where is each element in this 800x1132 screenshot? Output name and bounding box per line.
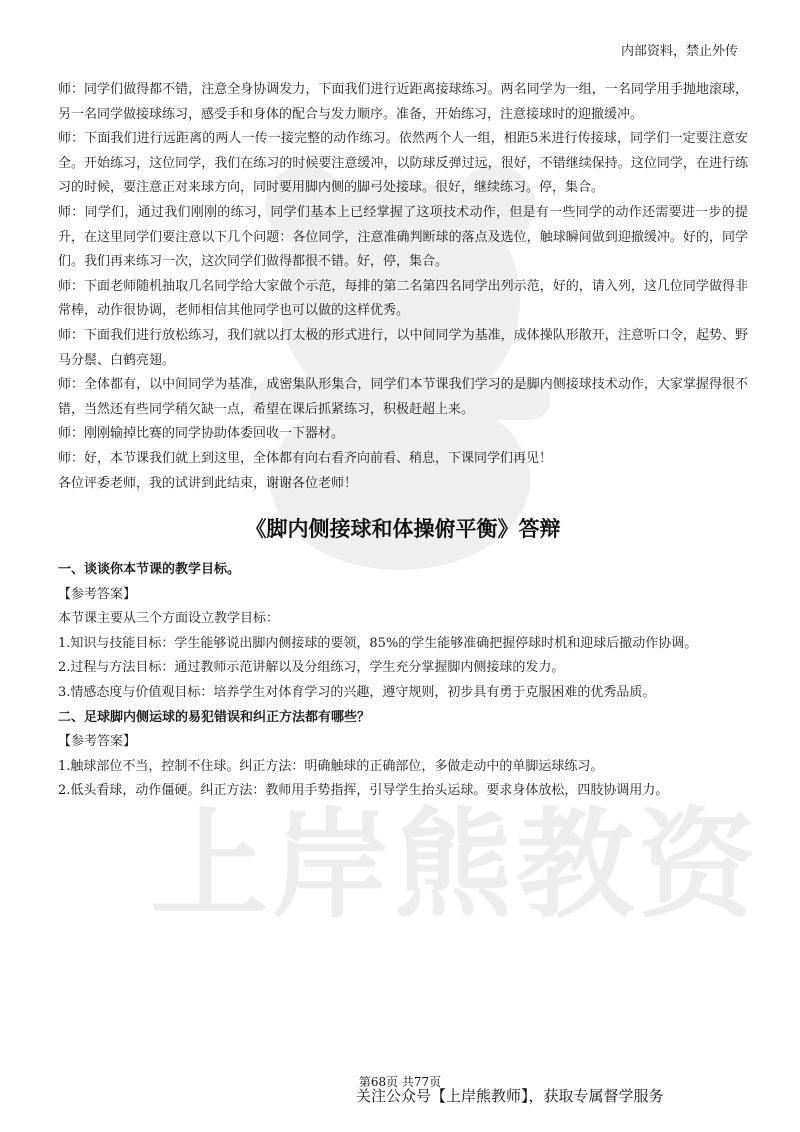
brand-watermark: 上岸熊教资 <box>150 796 761 934</box>
answer-point: 1.触球部位不当，控制不住球。纠正方法：明确触球的正确部位，多做走动中的单脚运球练习。 <box>58 758 604 774</box>
transcript-paragraph: 师：刚刚输掉比赛的同学协助体委回收一下器材。 <box>58 426 345 442</box>
answer-label-2: 【参考答案】 <box>58 734 137 750</box>
question-1: 一、谈谈你本节课的教学目标。 <box>58 562 241 578</box>
answer-point: 3.情感态度与价值观目标：培养学生对体育学习的兴趣，遵守规则，初步具有勇于克服困难的优秀品质。 <box>58 685 656 701</box>
confidential-note: 内部资料，禁止外传 <box>620 44 738 59</box>
answer-point: 2.低头看球，动作僵硬。纠正方法：教师用手势指挥，引导学生抬头运球。要求身体放松，四肢协调用力。 <box>58 783 669 799</box>
answer-point: 1.知识与技能目标：学生能够说出脚内侧接球的要领，85%的学生能够准确把握停球时机和迎球后撤动作协调。 <box>58 635 698 651</box>
closing-remark: 各位评委老师，我的试讲到此结束，谢谢各位老师！ <box>58 475 358 491</box>
transcript-paragraph: 师：同学们做得都不错，注意全身协调发力，下面我们进行近距离接球练习。两名同学为一组，一名同学用手抛地滚球，另一名同学做接球练习，感受手和身体的配合与发力顺序。准备，开始练习，注意接球时的迎撤缓冲。 <box>58 82 748 122</box>
transcript-paragraph: 师：下面老师随机抽取几名同学给大家做个示范，每排的第二名第四名同学出列示范，好的，请入列，这几位同学做得非常棒，动作很协调，老师相信其他同学也可以做的这样优秀。 <box>58 278 748 319</box>
question-2: 二、足球脚内侧运球的易犯错误和纠正方法都有哪些？ <box>58 709 371 725</box>
transcript-paragraph: 师：全体都有，以中间同学为基准，成密集队形集合，同学们本节课我们学习的是脚内侧接球技术动作，大家掌握得很不错，当然还有些同学稍欠缺一点，希望在课后抓紧练习，积极赶超上来。 <box>58 377 748 417</box>
answer-intro: 本节课主要从三个方面设立教学目标： <box>58 611 280 627</box>
transcript-paragraph: 师：下面我们进行放松练习，我们就以打太极的形式进行，以中间同学为基准，成体操队形散开，注意听口令，起势、野马分鬃、白鹤亮翅。 <box>58 327 748 368</box>
page-number: 第68页 共77页 <box>358 1075 442 1089</box>
transcript-paragraph: 师：好，本节课我们就上到这里，全体都有向右看齐向前看、稍息，下课同学们再见！ <box>58 450 553 466</box>
answer-point: 2.过程与方法目标：通过教师示范讲解以及分组练习，学生充分掌握脚内侧接球的发力。 <box>58 660 565 676</box>
transcript-paragraph: 师：同学们，通过我们刚刚的练习，同学们基本上已经掌握了这项技术动作，但是有一些同学的动作还需要进一步的提升，在这里同学们要注意以下几个问题：各位同学，注意准确判断球的落点及选位，触球瞬间做到迎撤缓冲。好的，同学们。我们再来练习一次，这次同学们做得都很不错。好，停，集合。 <box>58 204 748 270</box>
page-content <box>58 78 748 804</box>
transcript-paragraph: 师：下面我们进行远距离的两人一传一接完整的动作练习。依然两个人一组，相距5米进行传接球，同学们一定要注意安全。开始练习，这位同学，我们在练习的时候要注意缓冲，以防球反弹过远，很好，不错继续保持。这位同学，在进行练习的时候，要注意正对来球方向，同时要用脚内侧的脚弓处接球。很好，继续练习。停，集合。 <box>58 131 748 196</box>
answer-label-1: 【参考答案】 <box>58 586 137 602</box>
defense-title: 《脚内侧接球和体操俯平衡》答辩 <box>245 517 561 542</box>
follow-account-note: 关注公众号【上岸熊教师】，获取专属督学服务 <box>356 1087 664 1105</box>
